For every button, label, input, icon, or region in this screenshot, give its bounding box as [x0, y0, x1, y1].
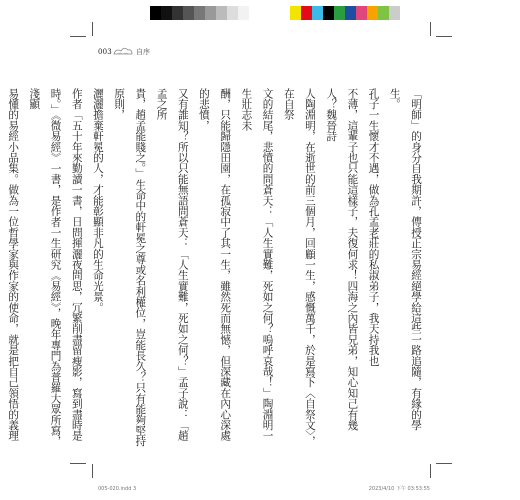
color-swatch	[367, 6, 378, 20]
print-timestamp: 2023/4/10 下午 03:53:55	[368, 486, 430, 492]
text-column: 不薄，這輩子也只能這樣子，夫復何求！四海之內皆兄弟，知心知己有幾人？魏晉詩	[325, 88, 359, 431]
text-column: 易懂的易經小品集。做為一位哲學家與作家的使命，就是把自己領悟的義理	[7, 88, 20, 442]
color-swatch	[312, 6, 323, 20]
text-column: 又有誰知？所以只能無語問蒼天：「人生實難，死如之何？」孟子說：「趙孟之所	[155, 88, 189, 442]
crop-mark	[436, 463, 452, 464]
color-bar-left	[150, 6, 260, 20]
color-swatch	[238, 6, 249, 20]
cloud-ornament-icon	[112, 45, 134, 57]
text-column: 「明師」的身分自我期許，傳授正宗易經絕學給這些一路追隨，有緣的學生。	[388, 88, 422, 431]
text-column: 孔子一生懷才不遇，做為孔孟老莊的私淑弟子，我天持我也	[367, 88, 380, 367]
color-swatch	[216, 6, 227, 20]
text-column: 作者「五十年來勤讀一書，日問揮灑夜問思，冗繁削盡留瘦影，寫到盡時是	[70, 88, 83, 442]
color-swatch	[356, 6, 367, 20]
page-number: 003	[98, 48, 112, 56]
color-swatch	[205, 6, 216, 20]
color-swatch	[227, 6, 238, 20]
color-swatch	[161, 6, 172, 20]
text-column: 灑灑擔棄軒冕的人，才能彰顯非凡的生命光景。	[91, 88, 104, 313]
body-text	[7, 88, 426, 448]
text-column: 時。」《微易經》一書，是作者一生研究《易經》，晚年專門為普羅大眾所寫，淺顯	[28, 88, 62, 447]
crop-mark	[92, 464, 93, 478]
color-swatch	[301, 6, 312, 20]
color-swatch	[290, 6, 301, 20]
crop-mark	[436, 36, 452, 37]
text-column: 人陶淵明，在逝世的前三個月，回顧一生，感慨萬千，於是寫下〈自祭文〉，在自祭	[282, 88, 316, 447]
crop-mark	[70, 36, 86, 37]
color-bar-right	[290, 6, 400, 20]
color-swatch	[378, 6, 389, 20]
color-swatch	[172, 6, 183, 20]
text-column: 文的結尾，悲憤的問蒼天：「人生實難，死如之何？嗚呼哀哉！」陶淵明一生壯志未	[240, 88, 274, 442]
color-swatch	[334, 6, 345, 20]
color-swatch	[389, 6, 400, 20]
color-swatch	[194, 6, 205, 20]
crop-mark	[430, 22, 431, 36]
color-swatch	[249, 6, 260, 20]
text-column: 貴，趙孟能賤之。」生命中的軒冕之尊或名利權位，豈能長久？只有能夠堅持原則，	[113, 88, 147, 447]
section-title: 自序	[136, 48, 150, 56]
color-swatch	[345, 6, 356, 20]
color-swatch	[183, 6, 194, 20]
color-swatch	[323, 6, 334, 20]
color-swatch	[150, 6, 161, 20]
crop-mark	[92, 22, 93, 36]
crop-mark	[430, 464, 431, 478]
text-column: 酬，只能歸隱田園，在孤寂中了其一生，雖然死而無憾，但深藏在內心深處的悲憤，	[197, 88, 232, 442]
crop-mark	[70, 463, 86, 464]
file-slug: 005-020.indd 3	[98, 486, 137, 492]
